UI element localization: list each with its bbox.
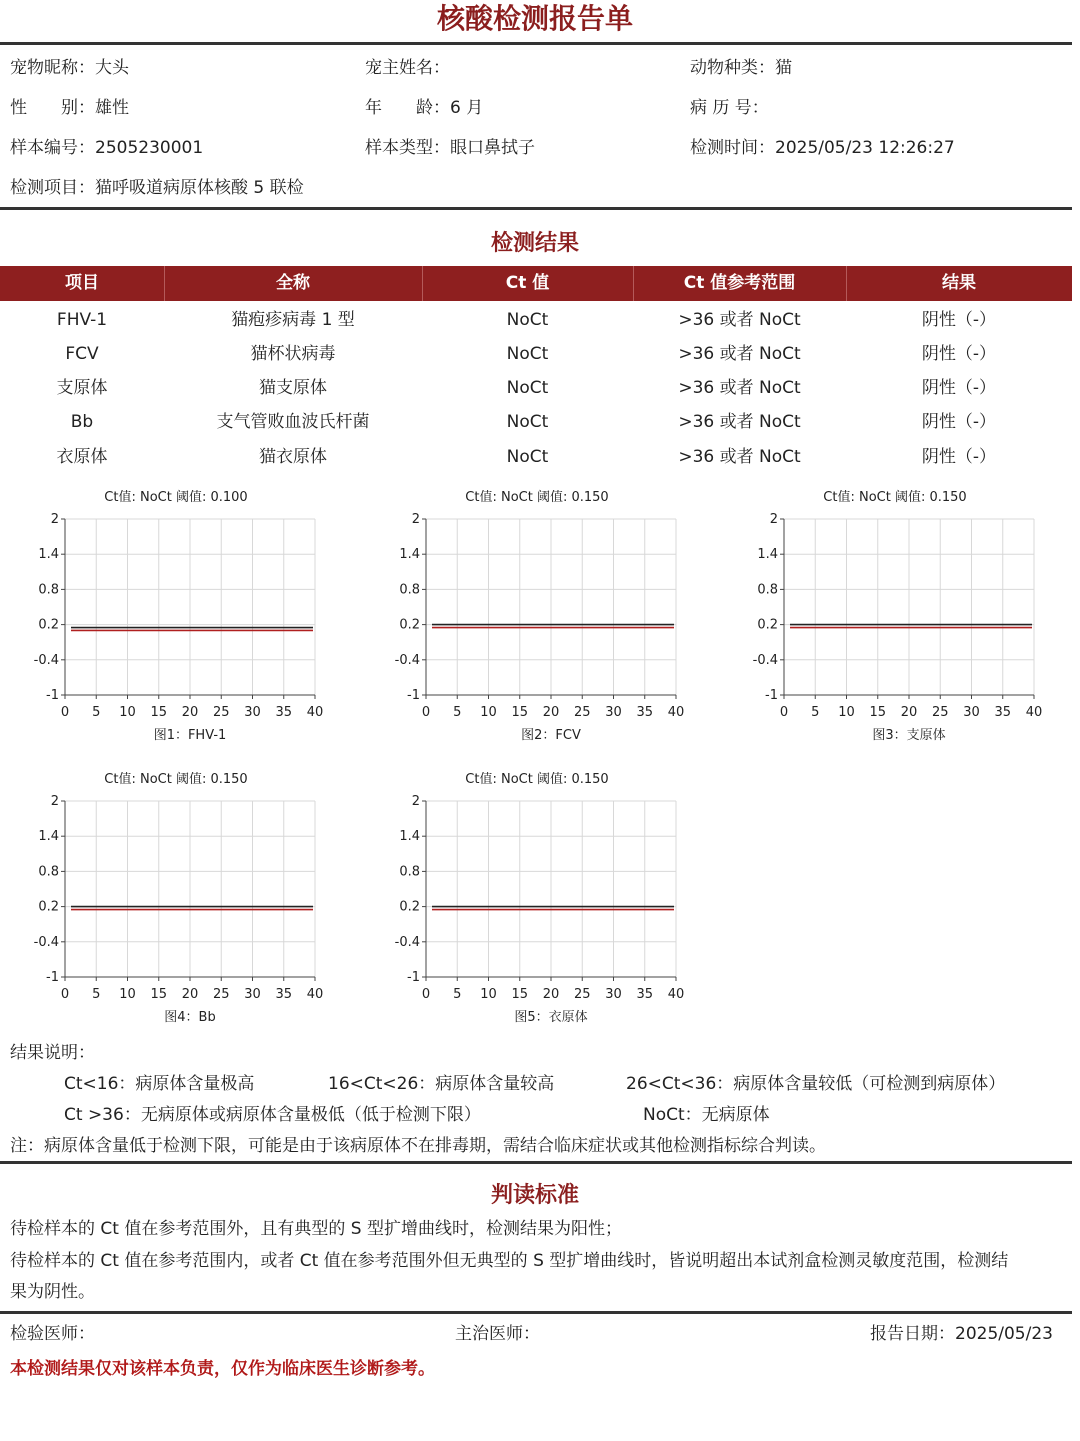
x-tick-label: 30 [244,705,261,720]
criteria-title: 判读标准 [490,1183,579,1208]
x-tick-label: 40 [306,705,324,720]
y-tick-label: -0.4 [394,652,420,668]
x-tick-label: 35 [636,705,654,720]
footer-divider [0,1311,1072,1314]
y-tick-label: 2 [411,512,420,527]
y-tick-label: 1.4 [399,547,420,563]
cell-fullname: 猫支原体 [259,378,327,398]
y-tick-label: -1 [765,688,778,703]
chart-title: Ct值: NoCt 阈值: 0.100 [104,490,248,505]
sample-type-field [365,136,535,160]
cell-result: 阴性（-） [921,344,997,364]
x-tick-label: 25 [573,705,591,720]
test-item-value: 猫呼吸道病原体核酸 5 联检 [95,178,304,198]
sample-no-value: 2505230001 [95,138,204,158]
x-tick-label: 10 [838,705,855,720]
x-tick-label: 30 [605,705,622,720]
x-tick-label: 20 [181,705,199,720]
species-value: 猫 [775,58,792,78]
x-tick-label: 5 [811,705,820,720]
results-table-header [0,266,1072,301]
x-tick-label: 15 [150,705,168,720]
cell-ct-range: >36 或者 NoCt [678,412,801,432]
age-value: 6 月 [450,98,484,118]
x-tick-label: 15 [869,705,887,720]
chart-caption: 图1：FHV-1 [153,728,227,743]
cell-item: 衣原体 [56,447,108,467]
x-tick-label: 0 [421,705,431,720]
x-tick-label: 35 [275,987,293,1002]
record-field [690,96,769,120]
y-tick-label: 2 [769,512,778,527]
chart-caption: 图2：FCV [521,728,581,743]
chart-svg [719,485,1059,755]
y-tick-label: 0.8 [399,582,420,598]
y-tick-label: 1.4 [399,829,420,845]
x-tick-label: 15 [511,705,529,720]
explanation-item: 16<Ct<26：病原体含量较高 [328,1074,555,1094]
x-tick-label: 30 [605,987,622,1002]
x-tick-label: 15 [511,987,529,1002]
pcr-chart [361,485,701,755]
header-result: 结果 [942,273,976,293]
x-tick-label: 5 [92,987,101,1002]
x-tick-label: 25 [573,987,591,1002]
x-tick-label: 0 [60,705,70,720]
cell-ct: NoCt [506,447,549,467]
y-tick-label: 1.4 [38,547,59,563]
x-tick-label: 20 [900,705,918,720]
chart-title: Ct值: NoCt 阈值: 0.150 [465,490,609,505]
y-tick-label: 0.2 [399,899,420,915]
chart-title: Ct值: NoCt 阈值: 0.150 [104,772,248,787]
header-fullname: 全称 [276,273,310,293]
test-item-label: 检测项目： [10,178,95,198]
sample-type-value: 眼口鼻拭子 [450,138,535,158]
x-tick-label: 10 [119,987,136,1002]
pcr-chart [361,767,701,1037]
x-tick-label: 10 [480,987,497,1002]
x-tick-label: 30 [963,705,980,720]
x-tick-label: 40 [667,987,685,1002]
y-tick-label: -0.4 [394,934,420,950]
cell-ct-range: >36 或者 NoCt [678,378,801,398]
age-label: 年 龄： [365,98,450,118]
explanation-item: Ct<16：病原体含量极高 [64,1074,255,1094]
sex-value: 雄性 [95,98,129,118]
y-tick-label: -1 [46,970,59,985]
test-item-field [10,176,304,200]
cell-fullname: 猫衣原体 [259,447,327,467]
record-label: 病 历 号： [690,98,769,118]
cell-result: 阴性（-） [921,378,997,398]
chart-caption: 图5：衣原体 [514,1010,588,1025]
x-tick-label: 0 [421,987,431,1002]
x-tick-label: 40 [306,987,324,1002]
info-divider [0,207,1072,210]
y-tick-label: 0.2 [399,617,420,633]
y-tick-label: 0.8 [38,864,59,880]
explanation-item: Ct >36：无病原体或病原体含量极低（低于检测下限） [64,1105,481,1125]
x-tick-label: 25 [212,705,230,720]
cell-item: Bb [70,412,94,432]
cell-ct: NoCt [506,378,549,398]
y-tick-label: -1 [407,970,420,985]
y-tick-label: -0.4 [33,934,59,950]
pet-name-value: 大头 [95,58,129,78]
chart-svg [0,485,340,755]
x-tick-label: 20 [181,987,199,1002]
x-tick-label: 35 [994,705,1012,720]
header-divider [0,42,1072,45]
sample-no-field [10,136,203,160]
cell-item: FCV [65,344,99,364]
cell-item: 支原体 [56,378,108,398]
sex-field [10,96,129,120]
y-tick-label: -0.4 [33,652,59,668]
y-tick-label: 0.8 [38,582,59,598]
report-date-label: 报告日期： [870,1324,955,1344]
sample-type-label: 样本类型： [365,138,450,158]
y-tick-label: 0.2 [38,899,59,915]
cell-ct: NoCt [506,412,549,432]
x-tick-label: 25 [212,987,230,1002]
test-time-value: 2025/05/23 12:26:27 [775,138,955,158]
y-tick-label: -0.4 [752,652,778,668]
explanation-item: 26<Ct<36：病原体含量较低（可检测到病原体） [626,1074,1006,1094]
chart-svg [0,767,340,1037]
explanation-label: 结果说明： [10,1043,95,1063]
explanation-item: NoCt：无病原体 [643,1105,770,1125]
header-item: 项目 [65,273,99,293]
chart-caption: 图4：Bb [164,1010,216,1025]
results-title: 检测结果 [490,231,579,256]
explanation-note: 注：病原体含量低于检测下限，可能是由于该病原体不在排毒期，需结合临床症状或其他检测指标综合判读。 [10,1136,826,1156]
criteria-divider [0,1161,1072,1164]
pet-name-label: 宠物昵称： [10,58,95,78]
x-tick-label: 15 [150,987,168,1002]
criteria-line: 果为阴性。 [10,1282,95,1302]
x-tick-label: 40 [667,705,685,720]
report-date-field [870,1322,1053,1346]
y-tick-label: 1.4 [757,547,778,563]
sample-no-label: 样本编号： [10,138,95,158]
y-tick-label: 2 [50,794,59,809]
pcr-chart [719,485,1059,755]
cell-result: 阴性（-） [921,447,997,467]
x-tick-label: 20 [542,705,560,720]
x-tick-label: 5 [92,705,101,720]
pcr-chart [0,767,340,1037]
header-ct-range: Ct 值参考范围 [683,273,796,293]
y-tick-label: -1 [407,688,420,703]
cell-result: 阴性（-） [921,310,997,330]
chart-title: Ct值: NoCt 阈值: 0.150 [465,772,609,787]
y-tick-label: 1.4 [38,829,59,845]
x-tick-label: 20 [542,987,560,1002]
x-tick-label: 30 [244,987,261,1002]
species-label: 动物种类： [690,58,775,78]
cell-fullname: 支气管败血波氏杆菌 [216,412,370,432]
inspector-label: 检验医师： [10,1324,95,1344]
criteria-line: 待检样本的 Ct 值在参考范围内，或者 Ct 值在参考范围外但无典型的 S 型扩增曲线时，皆说明超出本试剂盒检测灵敏度范围，检测结 [10,1251,1009,1271]
cell-fullname: 猫疱疹病毒 1 型 [231,310,355,330]
cell-ct: NoCt [506,310,549,330]
x-tick-label: 5 [453,705,462,720]
criteria-line: 待检样本的 Ct 值在参考范围外，且有典型的 S 型扩增曲线时，检测结果为阳性； [10,1219,622,1239]
species-field [690,56,792,80]
y-tick-label: 0.8 [757,582,778,598]
x-tick-label: 25 [931,705,949,720]
x-tick-label: 0 [779,705,789,720]
test-time-field [690,136,955,160]
y-tick-label: -1 [46,688,59,703]
chart-title: Ct值: NoCt 阈值: 0.150 [823,490,967,505]
age-field [365,96,483,120]
owner-field [365,56,450,80]
chart-caption: 图3：支原体 [872,728,946,743]
sex-label: 性 别： [10,98,95,118]
y-tick-label: 0.8 [399,864,420,880]
pet-name-field [10,56,129,80]
owner-label: 宠主姓名： [365,58,450,78]
disclaimer: 本检测结果仅对该样本负责，仅作为临床医生诊断参考。 [10,1359,435,1379]
y-tick-label: 0.2 [757,617,778,633]
chart-svg [361,767,701,1037]
x-tick-label: 10 [480,705,497,720]
x-tick-label: 10 [119,705,136,720]
x-tick-label: 35 [275,705,293,720]
report-title: 核酸检测报告单 [436,2,633,35]
y-tick-label: 2 [50,512,59,527]
test-time-label: 检测时间： [690,138,775,158]
y-tick-label: 0.2 [38,617,59,633]
x-tick-label: 5 [453,987,462,1002]
pcr-chart [0,485,340,755]
cell-ct: NoCt [506,344,549,364]
doctor-label: 主治医师： [455,1324,540,1344]
x-tick-label: 40 [1025,705,1043,720]
cell-ct-range: >36 或者 NoCt [678,310,801,330]
x-tick-label: 0 [60,987,70,1002]
cell-ct-range: >36 或者 NoCt [678,447,801,467]
cell-ct-range: >36 或者 NoCt [678,344,801,364]
cell-result: 阴性（-） [921,412,997,432]
x-tick-label: 35 [636,987,654,1002]
cell-item: FHV-1 [56,310,108,330]
chart-svg [361,485,701,755]
y-tick-label: 2 [411,794,420,809]
cell-fullname: 猫杯状病毒 [250,344,336,364]
report-date-value: 2025/05/23 [955,1324,1053,1344]
header-ct: Ct 值 [505,273,550,293]
